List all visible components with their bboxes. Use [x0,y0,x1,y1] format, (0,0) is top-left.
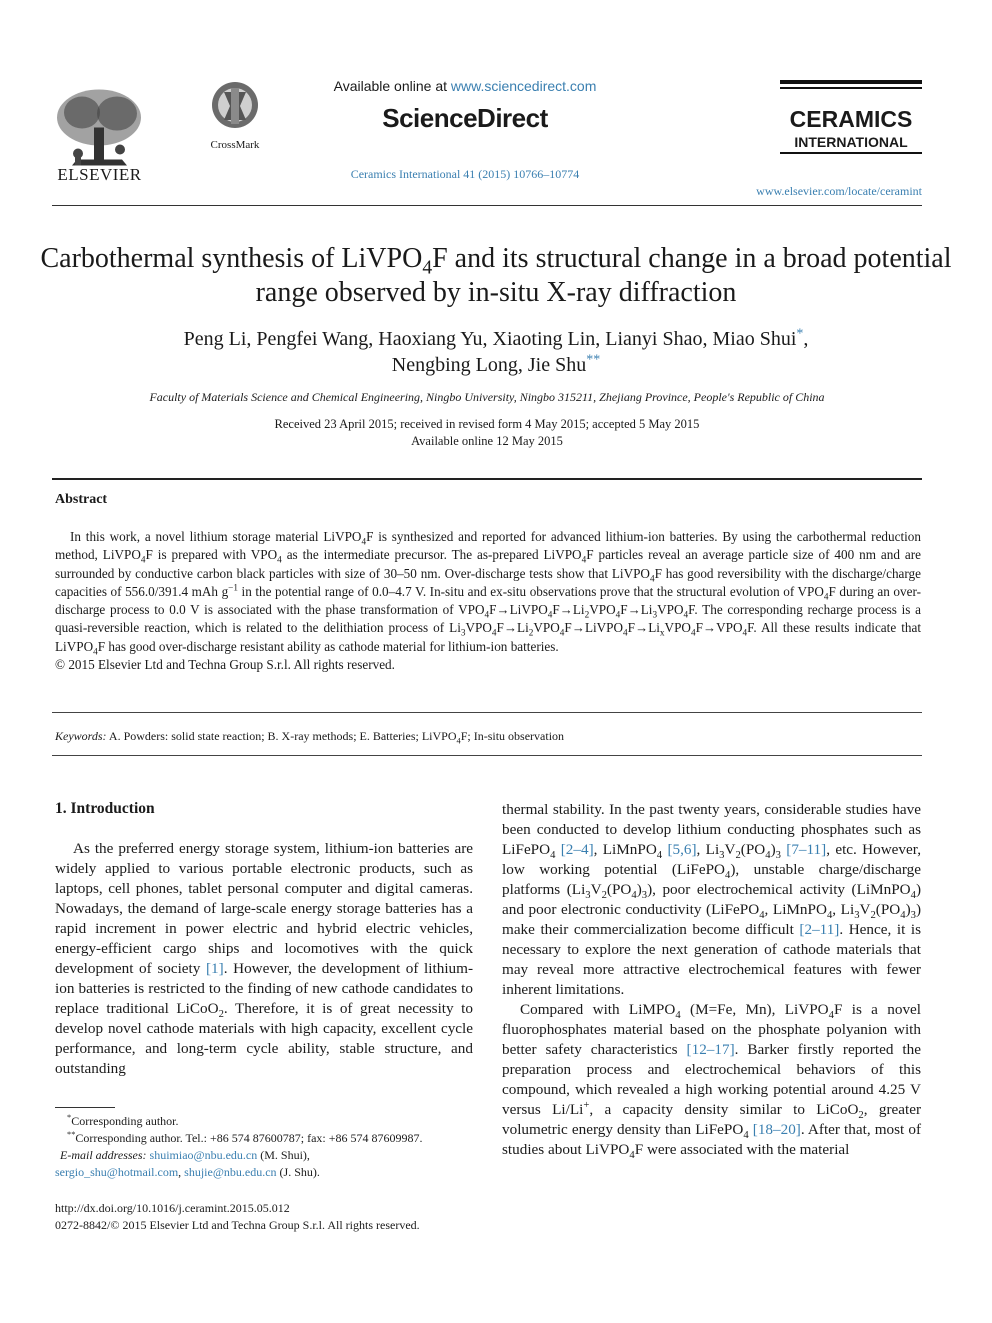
email-label: E-mail addresses: [60,1148,147,1162]
email-link-shujie[interactable]: shujie@nbu.edu.cn [184,1165,277,1179]
keywords-label: Keywords: [55,729,107,743]
footnote-emails [55,1147,475,1164]
abstract-copyright: © 2015 Elsevier Ltd and Techna Group S.r.l. All rights reserved. [55,657,395,673]
journal-logo-rule-top-thin [780,87,922,89]
author-list [60,326,932,378]
journal-logo-subtitle: INTERNATIONAL [794,134,908,150]
journal-homepage-link[interactable]: www.elsevier.com/locate/ceramint [756,184,922,198]
footnote-emails-cont: sergio_shu@hotmail.com, shujie@nbu.edu.cn (J. Shu). [55,1165,320,1179]
email-link-sergio[interactable]: sergio_shu@hotmail.com [55,1165,179,1179]
sciencedirect-link[interactable]: www.sciencedirect.com [450,78,597,94]
email-owner-shu: (J. Shu). [276,1165,320,1179]
email-link-shui[interactable]: shuimiao@nbu.edu.cn [149,1148,258,1162]
journal-logo-rule-top [780,80,922,84]
article-title [40,242,952,310]
footnote-mark-1: * [67,1113,72,1122]
crossmark-label: CrossMark [210,139,260,151]
keywords-subscript: 4 [456,736,461,746]
body-column-right [502,800,921,1160]
citation-link[interactable]: [12–17] [686,1041,735,1058]
article-history [52,416,922,450]
available-online-line [300,78,630,94]
abstract-paragraph: In this work, a novel lithium storage material LiVPO$_4$F is synthesized and reported for advanced lithium-ion batteries. By using the carbothermal reduction method, LiVPO$_4$F is prepared with $VPO_4$ as the intermediate precursor. The as-prepared LiVPO$_4$F particles reveal an average particle size of 400 nm and are surrounded by conductive carbon black particles with size of 30–50 nm. Over-discharge tests show that LiVPO$_4$F has good reversibility with the discharge/charge capacities of 556.0/391.4 mAh $g^{-1}$ in the potential range of 0.0–4.7 V. In-situ and ex-situ observations prove that the structural evolution of $VPO_4F$ during an over-discharge process to 0.0 V is associated with the phase transformation of $VPO_4F\to LiVPO_4F\to Li_2VPO_4F\to Li_3VPO_4F$. The corresponding recharge process is a quasi-reversible reaction, which is related to the delithiation process of $Li_3VPO_4F\to Li_2VPO_4F\to LiVPO_4F\to Li_xVPO_4F\to VPO_4F$. All these results indicate that LiVPO$_4$F has good over-discharge resistant ability as cathode material for lithium-ion batteries. [55,529,921,657]
body-column-left [55,839,473,1079]
journal-logo-rule-bottom [780,152,922,154]
corresponding-mark-2[interactable]: ** [586,352,601,368]
footnote-2 [55,1130,475,1147]
authors-line-1: Peng Li, Pengfei Wang, Haoxiang Yu, Xiaoting Lin, Lianyi Shao, Miao Shui [183,328,797,350]
issn-copyright: 0272-8842/© 2015 Elsevier Ltd and Techna Group S.r.l. All rights reserved. [55,1218,420,1232]
sciencedirect-wordmark: ScienceDirect [382,103,548,133]
received-dates: Received 23 April 2015; received in revised form 4 May 2015; accepted 5 May 2015 [274,417,700,431]
section-heading-introduction: 1. Introduction [55,800,155,817]
abstract-heading: Abstract [55,492,108,507]
doi-link[interactable]: http://dx.doi.org/10.1016/j.ceramint.2015.05.012 [55,1201,290,1215]
title-part-2: F and its structural change in a broad potential range observed by in-situ X-ray diffraction [255,243,952,308]
crossmark-badge[interactable] [200,80,270,151]
citation-link[interactable]: [2–4] [560,841,594,858]
citation-link[interactable]: [5,6] [667,841,697,858]
intro-paragraph-2: Compared with LiMPO$_4$ (M=Fe, Mn), LiVPO$_4$F is a novel fluorophosphates material based on the phosphate polyanion with better safety characteristics [12–17]. Barker firstly reported the preparation process and electrochemical behaviors of this compound, which revealed a high working potential around 4.25 V versus Li/Li+, a capacity density similar to LiCoO$_2$, greater volumetric energy density than LiFePO$_4$ [18–20]. After that, most of studies about LiVPO$_4$F were associated with the material [502,1001,922,1162]
crossmark-icon [210,80,260,132]
footnote-1-text: Corresponding author. [71,1114,179,1128]
doi-block [55,1200,485,1234]
footnote-rule [55,1107,115,1108]
citation-link[interactable]: [1] [205,960,224,977]
abstract-body [55,528,921,674]
citation-link[interactable]: [7–11] [786,841,827,858]
keywords-bottom-rule [52,755,922,756]
journal-logo-title: CERAMICS [789,106,913,132]
title-subscript: 4 [422,257,433,279]
affiliation: Faculty of Materials Science and Chemical Engineering, Ningbo University, Ningbo 315211, Zhejiang Province, People's Republic of China [149,390,825,404]
footnote-mark-2: ** [67,1130,76,1139]
corresponding-mark-1[interactable]: * [796,326,804,342]
footnotes [55,1113,475,1181]
journal-citation-link[interactable]: Ceramics International 41 (2015) 10766–10774 [350,167,580,181]
abstract-top-rule [52,478,922,480]
citation-link[interactable]: [18–20] [752,1121,801,1138]
publisher-wordmark: ELSEVIER [57,165,142,184]
citation-link[interactable]: [2–11] [799,921,840,938]
footnote-2-text: Corresponding author. Tel.: +86 574 87600787; fax: +86 574 87609987. [75,1131,423,1145]
email-owner-shui: (M. Shui), [257,1148,310,1162]
keywords-top-rule [52,712,922,713]
footnote-1 [55,1113,475,1130]
available-online-date: Available online 12 May 2015 [411,434,563,448]
keywords-line [55,729,921,744]
authors-line-2: Nengbing Long, Jie Shu [391,354,587,376]
title-part-1: Carbothermal synthesis of LiVPO [40,243,423,274]
keywords-text-2: F; In-situ observation [460,729,565,743]
available-prefix: Available online at [333,78,451,94]
intro-paragraph-1-cont: thermal stability. In the past twenty years, considerable studies have been conducted to develop lithium conducting phosphates such as LiFePO$_4$ [2–4], LiMnPO$_4$ [5,6], $Li_3V_2(PO_4)_3$ [7–11], etc. However, low working potential (LiFePO$_4$), unstable charge/discharge platforms $(Li_3V_2(PO_4)_3)$, poor electrochemical activity (LiMnPO$_4$) and poor electronic conductivity (LiFePO$_4$, LiMnPO$_4$, $Li_3V_2(PO_4)_3$) make their commercialization become difficult [2–11]. Hence, it is necessary to explore the next generation of cathode materials that may reveal more attractive electrochemical features with fewer inherent limitations. [502,801,922,998]
header-divider [52,205,922,206]
keywords-text-1: A. Powders: solid state reaction; B. X-ray methods; E. Batteries; LiVPO [106,729,457,743]
intro-paragraph-1: As the preferred energy storage system, lithium-ion batteries are widely applied to various portable electronic products, such as laptops, cell phones, tablet personal computer and digital cameras. Nowadays, the demand of large-scale energy storage batteries has a rapid increment in power electric and hybrid electric vehicles, energy-efficient cargo ships and locomotives with the quick development of society [1]. However, the development of lithium-ion batteries is restricted to the finding of new cathode candidates to replace traditional LiCoO$_2$. Therefore, it is of great necessity to develop novel cathode materials with high capacity, excellent cycle performance, and long-term cycle ability, stable structure, and outstanding [55,840,473,1077]
authors-comma: , [803,328,809,350]
